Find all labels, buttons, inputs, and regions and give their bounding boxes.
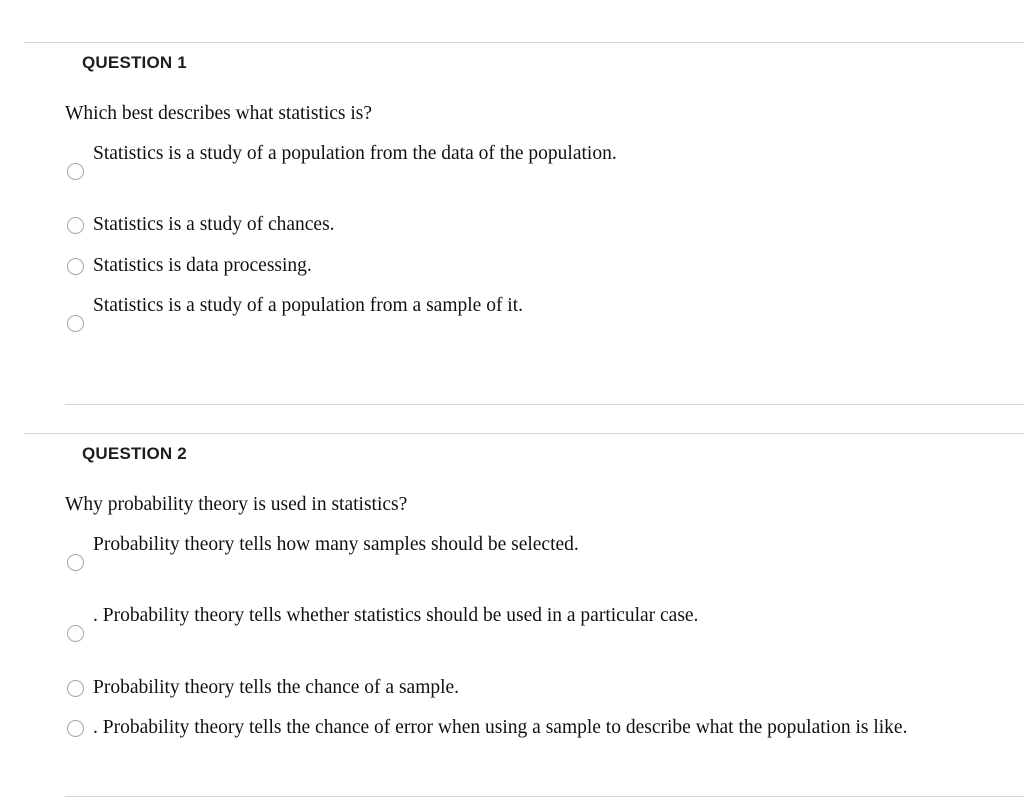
option-label: Statistics is a study of a population from the data of the population. (93, 143, 617, 164)
radio-button[interactable] (67, 163, 84, 180)
option-label: Statistics is a study of chances. (93, 214, 335, 235)
radio-button[interactable] (67, 554, 84, 571)
radio-button[interactable] (67, 217, 84, 234)
radio-button[interactable] (67, 680, 84, 697)
question-1-bottom-divider (65, 404, 1024, 405)
question-2-top-divider (24, 433, 1024, 434)
option-label: Statistics is a study of a population from a sample of it. (93, 295, 524, 316)
question-2-bottom-divider (65, 796, 1024, 797)
option-label: Probability theory tells the chance of a sample. (93, 677, 460, 698)
option-label: Probability theory tells how many samples should be selected. (93, 534, 579, 555)
option-label: Statistics is data processing. (93, 255, 312, 276)
option-label: . Probability theory tells whether statistics should be used in a particular case. (93, 605, 699, 626)
question-2-text: Why probability theory is used in statistics? (65, 494, 408, 515)
option-label: . Probability theory tells the chance of error when using a sample to describe what the population is like. (93, 717, 908, 738)
radio-button[interactable] (67, 315, 84, 332)
question-1-text: Which best describes what statistics is? (65, 103, 373, 124)
top-divider (24, 42, 1024, 43)
radio-button[interactable] (67, 258, 84, 275)
radio-button[interactable] (67, 625, 84, 642)
question-2-header: QUESTION 2 (82, 444, 187, 463)
question-1-header: QUESTION 1 (82, 53, 187, 72)
radio-button[interactable] (67, 720, 84, 737)
